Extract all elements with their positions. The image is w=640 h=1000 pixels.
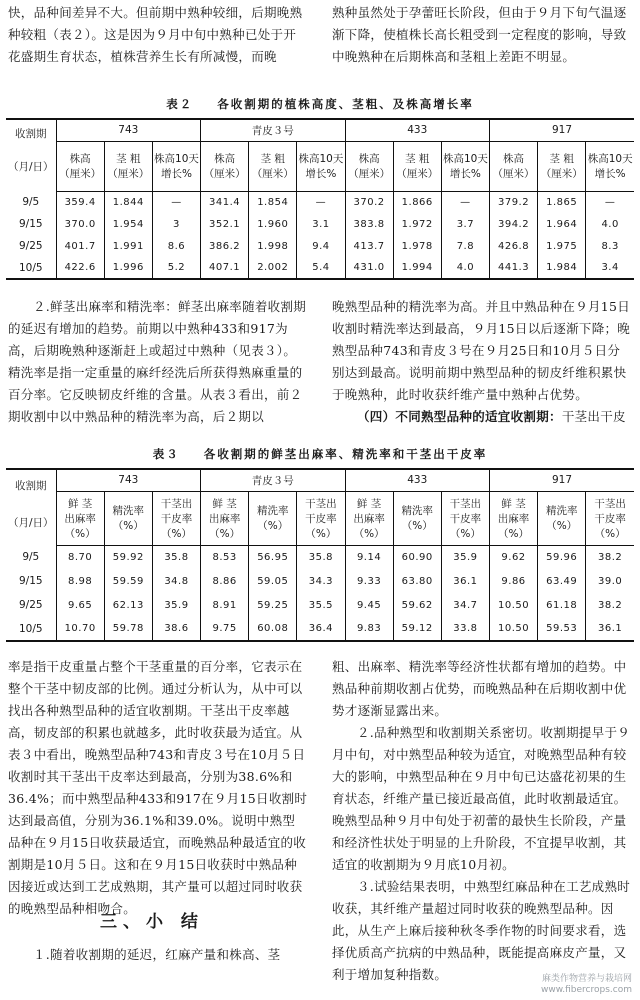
table-cell: 8.6 — [152, 235, 200, 257]
table2-column-header — [345, 141, 393, 191]
table2-column-header — [489, 141, 537, 191]
table-cell: 8.53 — [201, 545, 249, 569]
table-cell: 441.3 — [489, 257, 537, 279]
table-cell: 8.3 — [586, 235, 634, 257]
table-cell: 59.12 — [393, 617, 441, 641]
table-cell: 61.18 — [538, 593, 586, 617]
table-cell: — — [586, 191, 634, 213]
table3-column-header — [297, 491, 345, 545]
column-header-line: （厘米） — [203, 168, 246, 180]
row-date: 9/25 — [18, 240, 43, 252]
table-cell: 8.86 — [201, 569, 249, 593]
column-header-line: 干茎出 — [160, 497, 193, 510]
column-header-line: （%） — [305, 527, 337, 540]
paragraph: ２.品种熟型和收割期关系密切。收割期提早于９月中旬，对中熟型品种较为适宜，对晚熟型品种有较大的影响，中熟型品种在９月中旬已达盛花初果的生育状态，纤维产量已接近最高值，此时收割最适宜。晚熟型品种９月中旬处于初蕾的最快生长阶段，产量和经济性状处于明显的上升阶段，不宜提早收割，其适宜的收割期为９月底10月初。 — [332, 725, 631, 872]
table-cell: 56.95 — [249, 545, 297, 569]
table-cell: 59.05 — [249, 569, 297, 593]
section-title: 三、小 结 — [100, 912, 204, 932]
section-heading: （四）不同熟型品种的适宜收割期： — [357, 409, 562, 424]
column-header-line: 茎 粗 — [549, 153, 574, 165]
column-header-line: （%） — [353, 527, 385, 540]
table-cell: 1.996 — [104, 257, 152, 279]
column-header-line: 株高 — [214, 153, 236, 165]
paragraph: ３.试验结果表明，中熟型红麻品种在工艺成熟时收获，其纤维产量超过同时收获的晚熟型品种。因此，从生产上麻后接种秋冬季作物的时间要求看，选择优质高产抗病的中熟品种，既能提高麻皮产量，又利于增加复种指数。 — [332, 879, 631, 982]
table3-column-header — [538, 491, 586, 545]
column-header-line: 鲜 茎 — [212, 497, 237, 510]
table2-column-header — [104, 141, 152, 191]
column-header-line: 增长% — [449, 168, 481, 180]
column-header-line: 株高10天 — [154, 153, 199, 165]
table3-variety: 433 — [345, 469, 489, 491]
table3-variety: 917 — [489, 469, 634, 491]
column-header-line: 株高 — [503, 153, 525, 165]
table2-column-header — [152, 141, 200, 191]
paragraph: 快，品种间差异不大。但前期中熟种较细，后期晚熟种较粗（表２）。这是因为９月中旬中熟种已处于开花盛期生育状态，植株营养生长有所减慢，而晚 — [8, 5, 303, 64]
row-date: 9/5 — [22, 196, 40, 208]
table-cell: 59.53 — [538, 617, 586, 641]
row-header-unit: （月/日） — [8, 161, 54, 173]
table-cell: 63.80 — [393, 569, 441, 593]
column-header-line: 出麻率 — [208, 512, 241, 525]
column-header-line: 干皮率 — [305, 512, 337, 525]
table-cell: 10.50 — [489, 617, 537, 641]
column-header-line: 干皮率 — [449, 512, 482, 525]
table-cell: 9.33 — [345, 569, 393, 593]
table-row — [6, 191, 634, 213]
table-cell: 59.96 — [538, 545, 586, 569]
table-cell: 370.2 — [345, 191, 393, 213]
table-cell: 7.8 — [441, 235, 489, 257]
row-date: 9/5 — [22, 551, 40, 563]
column-header-line: 干茎出 — [594, 497, 626, 510]
table2-column-header — [56, 141, 104, 191]
table-cell: 59.59 — [104, 569, 152, 593]
column-header-line: 出麻率 — [353, 512, 385, 525]
column-header-line: 精洗率 — [401, 505, 433, 517]
table-cell: 39.0 — [586, 569, 634, 593]
paragraph: 粗、出麻率、精洗率等经济性状都有增加的趋势。中熟品种前期收割占优势，而晚熟品种在后期收割中优势才逐渐显露出来。 — [332, 659, 627, 718]
column-header-line: 鲜 茎 — [501, 497, 526, 510]
table-cell: 8.70 — [56, 545, 104, 569]
table-row — [6, 569, 634, 593]
column-header-line: （%） — [401, 520, 433, 532]
column-header-line: 株高10天 — [298, 153, 344, 165]
table2-label: 表２ — [166, 97, 194, 111]
table2-column-header — [201, 141, 249, 191]
table-cell: — — [152, 191, 200, 213]
table2-variety: 917 — [489, 119, 634, 141]
table3-column-header — [345, 491, 393, 545]
table-cell: 34.8 — [152, 569, 200, 593]
table-cell: 1.972 — [393, 213, 441, 235]
table-cell: 35.8 — [297, 545, 345, 569]
table2-variety: 433 — [345, 119, 489, 141]
table-cell: 379.2 — [489, 191, 537, 213]
column-header-line: 增长% — [305, 168, 337, 180]
table-cell: 10.70 — [56, 617, 104, 641]
table-cell: 9.65 — [56, 593, 104, 617]
table-cell: 9.14 — [345, 545, 393, 569]
row-date: 9/15 — [18, 575, 43, 587]
table-cell: 3.1 — [297, 213, 345, 235]
paragraph: 晚熟型品种的精洗率为高。并且中熟品种在９月15日收割时精洗率达到最高，９月15日以后逐渐下降；晚熟型品种743和青皮３号在９月25日和10月５日分别达到最高。说明前期中熟型品种的韧皮纤维积累快于晚熟种，此时收获纤维产量中熟种占优势。 — [332, 299, 631, 402]
table3-title — [0, 446, 640, 462]
paragraph: １.随着收割期的延迟，红麻产量和株高、茎 — [33, 947, 281, 962]
column-header-line: （%） — [112, 520, 144, 532]
column-header-line: 茎 粗 — [260, 153, 285, 165]
column-header-line: 精洗率 — [545, 505, 578, 517]
watermark-line: www.fibercrops.com — [541, 985, 632, 995]
column-header-line: 干茎出 — [449, 497, 482, 510]
column-header-line: 干皮率 — [160, 512, 193, 525]
table3-caption: 各收割期的鲜茎出麻率、精洗率和干茎出干皮率 — [203, 447, 488, 461]
column-header-line: 株高 — [69, 153, 91, 165]
table3 — [6, 468, 634, 642]
column-header-line: 精洗率 — [257, 505, 289, 517]
table-cell: 426.8 — [489, 235, 537, 257]
column-header-line: （%） — [64, 527, 96, 540]
table3-column-header — [489, 491, 537, 545]
column-header-line: （%） — [546, 520, 578, 532]
watermark — [541, 974, 632, 996]
table-row — [6, 593, 634, 617]
table-cell: 370.0 — [56, 213, 104, 235]
table-cell: 1.854 — [249, 191, 297, 213]
table-cell: 63.49 — [538, 569, 586, 593]
table3-column-header — [249, 491, 297, 545]
column-header-line: 株高10天 — [587, 153, 633, 165]
text-bottom-left-last — [8, 944, 308, 966]
table3-row-header — [6, 469, 56, 545]
table-cell: 36.1 — [441, 569, 489, 593]
table-cell: 352.1 — [201, 213, 249, 235]
table-cell: 38.2 — [586, 545, 634, 569]
column-header-line: （厘米） — [396, 168, 439, 180]
table3-variety: 青皮３号 — [201, 469, 345, 491]
table-cell: 34.3 — [297, 569, 345, 593]
row-date: 10/5 — [6, 617, 56, 641]
table-cell: 59.92 — [104, 545, 152, 569]
paragraph-start: 干茎出干皮 — [561, 409, 626, 424]
table-cell: 1.865 — [538, 191, 586, 213]
row-date: 9/15 — [18, 218, 43, 230]
table-cell: — — [297, 191, 345, 213]
table2-variety: 743 — [56, 119, 200, 141]
table3-column-header — [104, 491, 152, 545]
table-cell: 36.4 — [297, 617, 345, 641]
column-header-line: 茎 粗 — [116, 153, 141, 165]
column-header-line: 茎 粗 — [405, 153, 430, 165]
paragraph: ２.鲜茎出麻率和精洗率：鲜茎出麻率随着收割期的延迟有增加的趋势。前期以中熟种433和917为高，后期晚熟种逐渐赶上或超过中熟种（见表３）。精洗率是指一定重量的麻纤经洗后所获得熟麻重量的百分率。它反映韧皮纤维的含量。从表３看出，前２期收割中以中熟品种的精洗率为高，后２期以 — [8, 299, 307, 424]
paragraph: 率是指干皮重量占整个干茎重量的百分率，它表示在整个干茎中韧皮部的比例。通过分析认为，从中可以找出各种熟型品种的适宜收割期。干茎出干皮率越高，韧皮部的积累也就越多，此时收获最为适宜。从表３中看出，晚熟型品种743和青皮３号在10月５日收割时其干茎出干皮率达到最高，分别为38.6%和36.4%；而中熟型品种433和917在９月15日收割时达到最高值，分别为36.1%和39.0%。说明中熟型品种在９月15日收获最适宜，而晚熟品种最适宜的收割期是10月５日。这和在９月15日收获时中熟品种因接近或达到工艺成熟期，其产量可以超过同时收获的晚熟型品种相吻合。 — [8, 659, 308, 916]
table-cell: 3 — [152, 213, 200, 235]
column-header-line: （厘米） — [540, 168, 583, 180]
table-cell: 10.50 — [489, 593, 537, 617]
table-row — [6, 213, 634, 235]
table-cell: 359.4 — [56, 191, 104, 213]
table2-title — [0, 96, 640, 112]
table-cell: 59.25 — [249, 593, 297, 617]
table-cell: 4.0 — [586, 213, 634, 235]
table-cell: 1.991 — [104, 235, 152, 257]
text-bottom-left — [8, 656, 308, 920]
table-cell: 1.964 — [538, 213, 586, 235]
table-cell: 2.002 — [249, 257, 297, 279]
table-cell: 1.954 — [104, 213, 152, 235]
table-cell: 9.83 — [345, 617, 393, 641]
table-cell: 35.5 — [297, 593, 345, 617]
table-cell: 9.45 — [345, 593, 393, 617]
table-row — [6, 257, 634, 279]
table-cell: 9.75 — [201, 617, 249, 641]
table-cell: 60.08 — [249, 617, 297, 641]
table2-column-header — [538, 141, 586, 191]
table-cell: — — [441, 191, 489, 213]
table2 — [6, 118, 634, 280]
table-cell: 4.0 — [441, 257, 489, 279]
column-header-line: 干皮率 — [594, 512, 626, 525]
table-cell: 407.1 — [201, 257, 249, 279]
column-header-line: 鲜 茎 — [356, 497, 382, 510]
table-cell: 386.2 — [201, 235, 249, 257]
column-header-line: 出麻率 — [64, 512, 96, 525]
table-cell: 5.4 — [297, 257, 345, 279]
table2-row-header — [6, 119, 56, 191]
text-mid-left — [8, 296, 308, 428]
paragraph: 熟种虽然处于孕蕾旺长阶段，但由于９月下旬气温逐渐下降，使植株长高长粗受到一定程度的影响，导致中晚熟种在后期株高和茎粗上差距不明显。 — [332, 5, 627, 64]
table3-column-header — [56, 491, 104, 545]
table-cell: 1.960 — [249, 213, 297, 235]
table-cell: 1.975 — [538, 235, 586, 257]
table3-column-header — [441, 491, 489, 545]
table3-variety: 743 — [56, 469, 200, 491]
table-cell: 413.7 — [345, 235, 393, 257]
text-top-left — [8, 2, 308, 68]
column-header-line: （厘米） — [348, 168, 391, 180]
table3-column-header — [201, 491, 249, 545]
table-cell: 34.7 — [441, 593, 489, 617]
column-header-line: （%） — [594, 527, 626, 540]
table-cell: 62.13 — [104, 593, 152, 617]
column-header-line: （%） — [498, 527, 530, 540]
table-cell: 1.998 — [249, 235, 297, 257]
table3-column-header — [393, 491, 441, 545]
table-cell: 36.1 — [586, 617, 634, 641]
table-cell: 59.78 — [104, 617, 152, 641]
table-row — [6, 617, 634, 641]
column-header-line: 精洗率 — [112, 505, 145, 517]
column-header-line: （厘米） — [492, 168, 535, 180]
column-header-line: 增长% — [594, 168, 626, 180]
table-cell: 3.7 — [441, 213, 489, 235]
table-cell: 60.90 — [393, 545, 441, 569]
table-cell: 383.8 — [345, 213, 393, 235]
table-cell: 1.844 — [104, 191, 152, 213]
column-header-line: 株高 — [358, 153, 380, 165]
column-header-line: （%） — [449, 527, 481, 540]
table-cell: 33.8 — [441, 617, 489, 641]
text-mid-right — [332, 296, 632, 428]
table3-column-header — [152, 491, 200, 545]
text-top-right — [332, 2, 632, 68]
column-header-line: 出麻率 — [497, 512, 530, 525]
table-cell: 341.4 — [201, 191, 249, 213]
table-cell: 8.98 — [56, 569, 104, 593]
row-header-label: 收割期 — [15, 480, 47, 492]
table2-column-header — [297, 141, 345, 191]
column-header-line: （%） — [209, 527, 241, 540]
table2-column-header — [441, 141, 489, 191]
table-cell: 422.6 — [56, 257, 104, 279]
table-cell: 3.4 — [586, 257, 634, 279]
row-date: 10/5 — [6, 257, 56, 279]
column-header-line: （%） — [257, 520, 289, 532]
column-header-line: 株高10天 — [442, 153, 488, 165]
table-cell: 35.9 — [152, 593, 200, 617]
watermark-line: 麻类作物营养与栽培网 — [541, 974, 632, 984]
table-cell: 1.984 — [538, 257, 586, 279]
table-cell: 1.978 — [393, 235, 441, 257]
table2-column-header — [249, 141, 297, 191]
column-header-line: 增长% — [160, 168, 192, 180]
table-cell: 9.4 — [297, 235, 345, 257]
table-cell: 401.7 — [56, 235, 104, 257]
table2-column-header — [586, 141, 634, 191]
table3-column-header — [586, 491, 634, 545]
table2-variety: 青皮３号 — [201, 119, 345, 141]
column-header-line: （%） — [160, 527, 192, 540]
row-header-unit: （月/日） — [8, 517, 54, 529]
column-header-line: 鲜 茎 — [67, 497, 93, 510]
table-cell: 35.8 — [152, 545, 200, 569]
table3-label: 表３ — [152, 447, 180, 461]
text-bottom-right — [332, 656, 632, 986]
column-header-line: （厘米） — [251, 168, 294, 180]
row-header-label: 收割期 — [15, 128, 47, 140]
table-cell: 8.91 — [201, 593, 249, 617]
table-cell: 431.0 — [345, 257, 393, 279]
table-cell: 5.2 — [152, 257, 200, 279]
table-cell: 38.6 — [152, 617, 200, 641]
table-cell: 9.86 — [489, 569, 537, 593]
table-cell: 1.994 — [393, 257, 441, 279]
table-cell: 1.866 — [393, 191, 441, 213]
table2-caption: 各收割期的植株高度、茎粗、及株高增长率 — [217, 97, 474, 111]
table-cell: 9.62 — [489, 545, 537, 569]
table-cell: 38.2 — [586, 593, 634, 617]
table-row — [6, 235, 634, 257]
table-cell: 35.9 — [441, 545, 489, 569]
column-header-line: （厘米） — [59, 168, 102, 180]
column-header-line: 干茎出 — [305, 497, 337, 510]
row-date: 9/25 — [18, 599, 43, 611]
column-header-line: （厘米） — [107, 168, 150, 180]
table-row — [6, 545, 634, 569]
table2-column-header — [393, 141, 441, 191]
table-cell: 59.62 — [393, 593, 441, 617]
table-cell: 394.2 — [489, 213, 537, 235]
